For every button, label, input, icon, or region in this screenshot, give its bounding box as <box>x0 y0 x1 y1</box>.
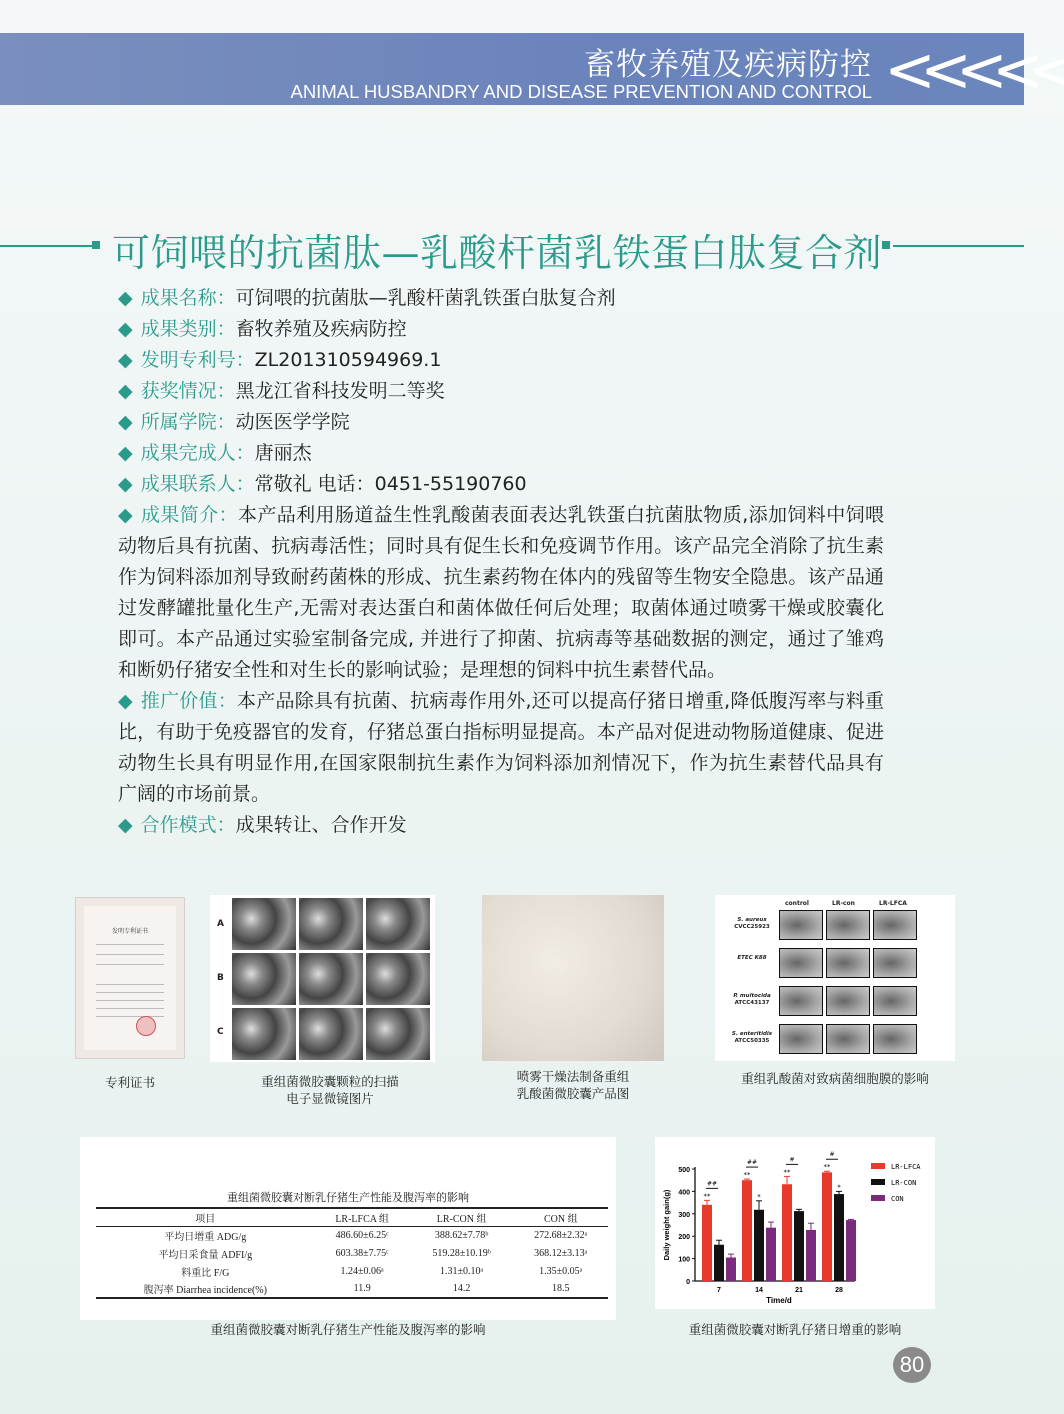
performance-table-image <box>80 1137 616 1320</box>
tem-micrograph <box>873 948 917 978</box>
table-cell: 486.60±6.25ᶜ <box>335 1229 389 1241</box>
info-value: ZL201310594969.1 <box>254 349 442 371</box>
table-cell: 平均日采食量 ADFI/g <box>158 1249 253 1261</box>
diamond-icon: ◆ <box>118 690 133 712</box>
sem-micrograph <box>299 898 363 950</box>
y-tick-label: 0 <box>686 1279 690 1286</box>
bacteria-caption: 重组乳酸菌对致病菌细胞膜的影响 <box>741 1071 929 1086</box>
bar-lr-lfca <box>702 1205 712 1281</box>
legend-label: CON <box>891 1195 904 1203</box>
significance-mark: * <box>757 1192 761 1201</box>
table-row <box>96 1280 608 1298</box>
table-cell: 18.5 <box>552 1283 570 1294</box>
table-cell: 1.31±0.10ᵃ <box>440 1265 484 1277</box>
caption-line: 重组菌微胶囊颗粒的扫描 <box>261 1074 399 1089</box>
info-value: 可饲喂的抗菌肽—乳酸杆菌乳铁蛋白肽复合剂 <box>235 287 616 309</box>
info-label: 发明专利号： <box>140 349 255 371</box>
species-name: P. multocida <box>733 993 771 999</box>
diamond-icon: ◆ <box>118 411 133 433</box>
table-cell: 519.28±10.19ᵇ <box>432 1247 491 1259</box>
diamond-icon: ◆ <box>118 504 134 526</box>
bar-lr-con <box>714 1245 724 1281</box>
group-significance-mark: ## <box>706 1180 718 1188</box>
table-row <box>96 1226 608 1244</box>
bar-con <box>806 1230 816 1281</box>
x-tick-label: 28 <box>835 1287 843 1294</box>
info-item <box>118 314 884 345</box>
table-title: 重组菌微胶囊对断乳仔猪生产性能及腹泻率的影响 <box>227 1192 469 1204</box>
info-value: 黑龙江省科技发明二等奖 <box>235 380 445 402</box>
sem-row-label: A <box>217 919 224 929</box>
significance-mark: * <box>837 1183 841 1192</box>
sem-micrograph <box>232 1008 296 1060</box>
tem-micrograph <box>779 948 823 978</box>
info-item <box>118 810 884 841</box>
sem-row-label: B <box>217 973 224 983</box>
info-label: 合作模式： <box>140 814 236 836</box>
species-name: ETEC K88 <box>737 955 767 961</box>
table-row <box>96 1244 608 1262</box>
significance-mark: ** <box>823 1163 831 1172</box>
section-header <box>0 33 1064 106</box>
info-item <box>118 686 884 810</box>
table-cell: 14.2 <box>452 1283 471 1294</box>
strain-id: ATCC43137 <box>734 1000 770 1006</box>
sem-micrograph <box>299 953 363 1005</box>
bacteria-col-label: control <box>785 900 809 907</box>
page-title-block <box>0 222 1024 275</box>
bacteria-row-label <box>723 955 781 962</box>
sem-micrograph <box>232 898 296 950</box>
caption-line: 喷雾干燥法制备重组 <box>516 1069 630 1084</box>
info-value: 唐丽杰 <box>254 442 312 464</box>
bar-lr-lfca <box>822 1172 832 1281</box>
info-list <box>118 283 884 841</box>
diamond-icon: ◆ <box>118 318 133 340</box>
table-header: LR-CON 组 <box>436 1213 487 1225</box>
sem-micrograph <box>366 953 430 1005</box>
sem-micrograph <box>232 953 296 1005</box>
diamond-icon: ◆ <box>118 442 133 464</box>
y-tick-label: 300 <box>678 1211 690 1219</box>
info-item <box>118 376 884 407</box>
table-header: CON 组 <box>543 1213 578 1225</box>
sem-micrograph <box>299 1008 363 1060</box>
bacteria-col-label: LR-LFCA <box>879 900 907 907</box>
info-item <box>118 345 884 376</box>
bar-lr-lfca <box>742 1180 752 1281</box>
tem-micrograph <box>873 1024 917 1054</box>
info-item <box>118 469 884 500</box>
diamond-icon: ◆ <box>118 814 133 836</box>
section-title-cn: 畜牧养殖及疾病防控 <box>584 47 872 83</box>
legend-swatch <box>871 1163 885 1169</box>
y-tick-label: 500 <box>678 1167 690 1174</box>
y-axis-label: Daily weight gain(g) <box>662 1189 671 1261</box>
info-item <box>118 500 884 686</box>
significance-mark: ** <box>783 1168 791 1177</box>
tem-micrograph <box>826 986 870 1016</box>
info-value: 本产品除具有抗菌、抗病毒作用外,还可以提高仔猪日增重,降低腹泻率与料重比，有助于免疫器官的发育，仔猪总蛋白指标明显提高。本产品对促进动物肠道健康、促进动物生长具有明显作用,在国家限制抗生素作为饲料添加剂情况下，作为抗生素替代品具有广阔的市场前景。 <box>118 690 884 805</box>
strain-id: ATCC50335 <box>734 1038 770 1044</box>
table-cell: 平均日增重 ADG/g <box>164 1231 247 1243</box>
table-header: LR-LFCA 组 <box>335 1213 389 1225</box>
sem-image <box>210 895 435 1062</box>
chevrons-icon: <<<<< <box>884 33 1064 106</box>
group-significance-mark: # <box>789 1156 795 1164</box>
bar-con <box>846 1220 856 1281</box>
bar-lr-con <box>834 1194 844 1281</box>
species-name: S. aureus <box>737 917 767 923</box>
table-header: 项目 <box>195 1213 216 1225</box>
x-tick-label: 7 <box>717 1287 721 1294</box>
table-cell: 272.68±2.32ᵃ <box>534 1229 588 1241</box>
title-square-icon <box>882 241 890 249</box>
performance-table <box>96 1207 608 1299</box>
sem-row-label: C <box>217 1027 224 1037</box>
info-value: 常敬礼 电话：0451-55190760 <box>254 473 527 495</box>
info-label: 成果简介： <box>141 504 238 526</box>
sem-caption <box>230 1073 430 1107</box>
title-rule-right <box>893 245 1024 247</box>
table-cell: 1.35±0.05ᵃ <box>539 1265 583 1277</box>
caption-line: 电子显微镜图片 <box>286 1091 374 1106</box>
legend-label: LR-CON <box>891 1179 917 1187</box>
group-significance-mark: # <box>829 1151 835 1159</box>
group-significance-mark: ## <box>746 1159 758 1167</box>
bacteria-row-label <box>723 993 781 1007</box>
seal-icon <box>136 1016 156 1036</box>
info-label: 获奖情况： <box>140 380 236 402</box>
tem-micrograph <box>873 910 917 940</box>
diamond-icon: ◆ <box>118 349 133 371</box>
info-value: 本产品利用肠道益生性乳酸菌表面表达乳铁蛋白抗菌肽物质,添加饲料中饲喂动物后具有抗菌、抗病毒活性；同时具有促生长和免疫调节作用。该产品完全消除了抗生素作为饲料添加剂导致耐药菌株的形成、抗生素药物在体内的残留等生物安全隐患。该产品通过发酵罐批量化生产,无需对表达蛋白和菌体做任何后处理；取菌体通过喷雾干燥或胶囊化即可。本产品通过实验室制备完成, 并进行了抑菌、抗病毒等基础数据的测定，通过了雏鸡和断奶仔猪安全性和对生长的影响试验；是理想的饲料中抗生素替代品。 <box>118 504 884 681</box>
species-name: S. enteritidis <box>731 1031 773 1037</box>
info-value: 动医医学学院 <box>235 411 350 433</box>
page-number: 80 <box>893 1347 931 1383</box>
bacteria-col-label: LR-con <box>832 900 855 907</box>
diamond-icon: ◆ <box>118 287 133 309</box>
info-item <box>118 407 884 438</box>
caption-line: 乳酸菌微胶囊产品图 <box>516 1086 630 1101</box>
table-row <box>96 1262 608 1280</box>
patent-caption: 专利证书 <box>104 1075 155 1090</box>
spray-caption <box>482 1068 664 1102</box>
bacteria-row-label <box>723 917 781 931</box>
info-label: 成果类别： <box>140 318 236 340</box>
tem-micrograph <box>826 910 870 940</box>
tem-micrograph <box>779 986 823 1016</box>
chart-svg <box>655 1137 935 1309</box>
page-title: 可饲喂的抗菌肽—乳酸杆菌乳铁蛋白肽复合剂 <box>112 231 883 275</box>
diamond-icon: ◆ <box>118 380 133 402</box>
info-item <box>118 283 884 314</box>
table-cell: 1.24±0.06ᵃ <box>340 1265 384 1277</box>
tem-micrograph <box>779 1024 823 1054</box>
bacteria-membrane-image <box>715 895 955 1061</box>
significance-mark: ** <box>703 1192 711 1201</box>
info-value: 成果转让、合作开发 <box>235 814 407 836</box>
table-cell: 603.38±7.75ᶜ <box>335 1247 389 1259</box>
x-tick-label: 14 <box>755 1287 763 1294</box>
bar-lr-lfca <box>782 1184 792 1281</box>
strain-id: CVCC25923 <box>734 924 770 930</box>
chart-caption: 重组菌微胶囊对断乳仔猪日增重的影响 <box>688 1322 902 1337</box>
weight-gain-chart <box>655 1137 935 1309</box>
table-cell: 11.9 <box>353 1283 371 1294</box>
y-tick-label: 400 <box>678 1189 690 1197</box>
x-axis-label: Time/d <box>766 1296 792 1305</box>
table-cell: 368.12±3.13ᵃ <box>534 1247 588 1259</box>
info-label: 成果名称： <box>140 287 236 309</box>
bacteria-row-label <box>723 1031 781 1045</box>
tem-micrograph <box>826 1024 870 1054</box>
patent-certificate-image <box>75 897 185 1059</box>
legend-label: LR-LFCA <box>891 1163 921 1171</box>
table-cell: 388.62±7.78ᵇ <box>434 1229 489 1241</box>
info-label: 所属学院： <box>140 411 236 433</box>
patent-doc-title: 发明专利证书 <box>111 928 148 935</box>
spray-dried-product-image <box>482 895 664 1061</box>
tem-micrograph <box>826 948 870 978</box>
info-value: 畜牧养殖及疾病防控 <box>235 318 407 340</box>
info-label: 成果联系人： <box>140 473 255 495</box>
info-label: 成果完成人： <box>140 442 255 464</box>
diamond-icon: ◆ <box>118 473 133 495</box>
y-tick-label: 100 <box>678 1256 690 1264</box>
sem-micrograph <box>366 1008 430 1060</box>
info-item <box>118 438 884 469</box>
y-tick-label: 200 <box>678 1234 690 1242</box>
bar-lr-con <box>754 1210 764 1281</box>
bar-con <box>726 1257 736 1281</box>
tem-micrograph <box>779 910 823 940</box>
table-cell: 腹泻率 Diarrhea incidence(%) <box>143 1285 267 1296</box>
legend-swatch <box>871 1179 885 1185</box>
table-cell: 料重比 F/G <box>181 1267 230 1279</box>
info-label: 推广价值： <box>140 690 238 712</box>
significance-mark: ** <box>743 1171 751 1180</box>
bar-con <box>766 1228 776 1281</box>
legend-swatch <box>871 1195 885 1201</box>
title-square-icon <box>92 241 100 249</box>
x-tick-label: 21 <box>795 1287 803 1294</box>
bar-lr-con <box>794 1211 804 1281</box>
sem-micrograph <box>366 898 430 950</box>
tem-micrograph <box>873 986 917 1016</box>
title-rule-left <box>0 245 92 247</box>
table-caption: 重组菌微胶囊对断乳仔猪生产性能及腹泻率的影响 <box>210 1322 486 1337</box>
section-title-en: ANIMAL HUSBANDRY AND DISEASE PREVENTION AND CONTROL <box>290 81 872 102</box>
